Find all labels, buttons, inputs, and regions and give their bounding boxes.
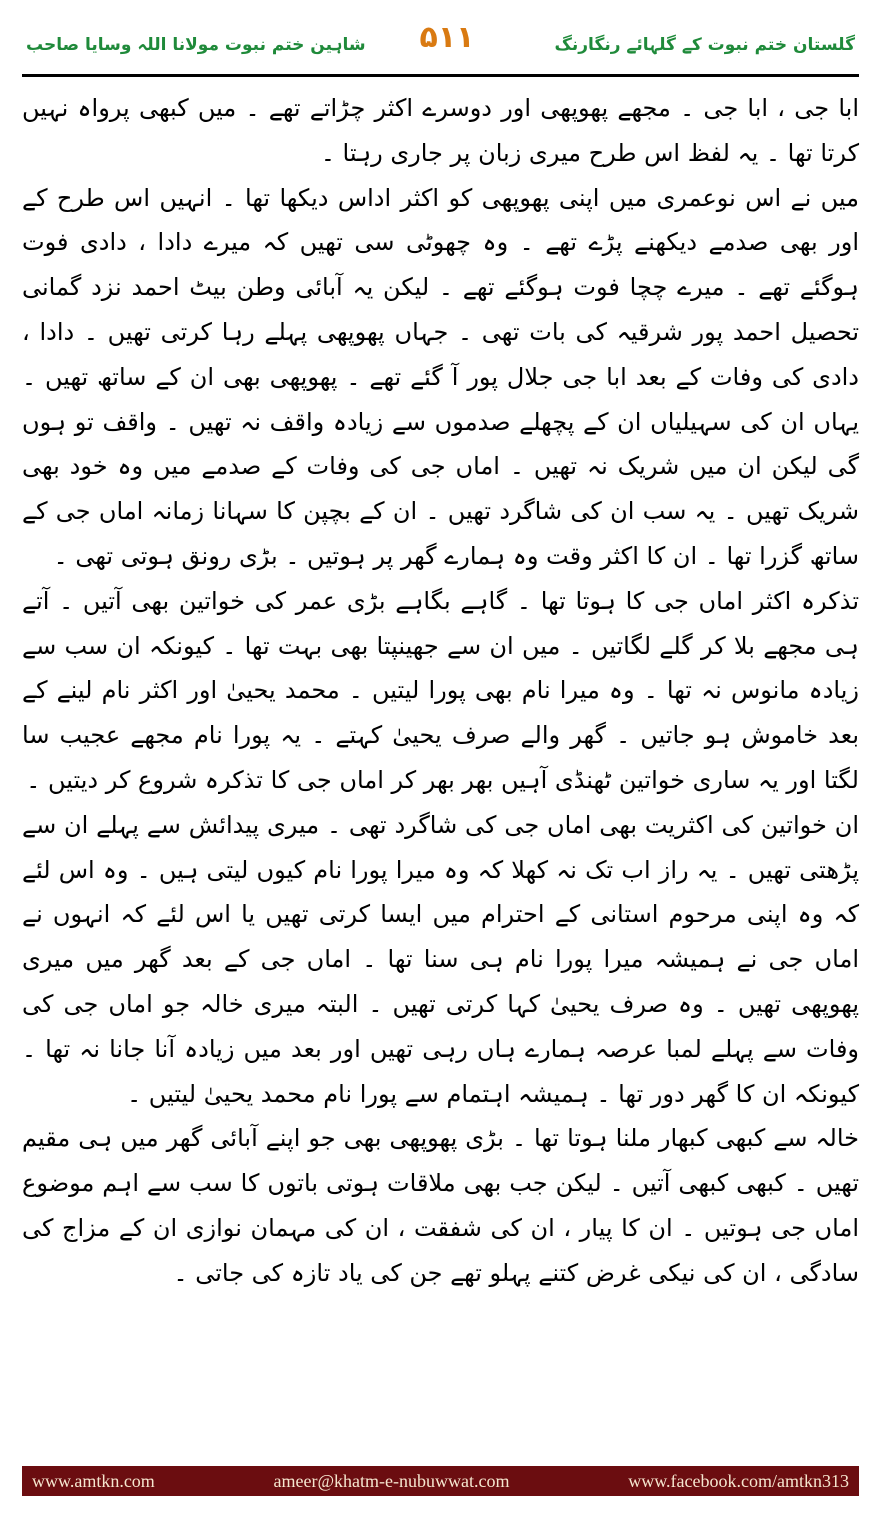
page-number: ۵۱۱ — [419, 20, 475, 55]
header-book-title: گلستان ختم نبوت کے گلہائے رنگارنگ — [554, 35, 855, 55]
page-header — [22, 18, 859, 70]
paragraph-5: خالہ سے کبھی کبھار ملنا ہوتا تھا ۔ بڑی پھوپھی بھی جو اپنے آبائی گھر میں ہی مقیم تھیں ۔ کبھی کبھی آتیں ۔ لیکن جب بھی ملاقات ہوتی باتوں کا سب سے اہم موضوع اماں جی ہوتیں ۔ ان کا پیار ، ان کی شفقت ، ان کی مہمان نوازی ان کے مزاج کی سادگی ، ان کی نیکی غرض کتنے پہلو تھے جن کی یاد تازہ کی جاتی ۔ — [22, 1124, 859, 1287]
paragraph-1: ابا جی ، ابا جی ۔ مجھے پھوپھی اور دوسرے اکثر چڑاتے تھے ۔ میں کبھی پرواہ نہیں کرتا تھا ۔ یہ لفظ اس طرح میری زبان پر جاری رہتا ۔ — [22, 94, 859, 167]
footer-website-link[interactable]: www.amtkn.com — [32, 1470, 155, 1491]
footer-bar — [22, 1466, 859, 1496]
paragraph-3: تذکرہ اکثر اماں جی کا ہوتا تھا ۔ گاہے بگاہے بڑی عمر کی خواتین بھی آتیں ۔ آتے ہی مجھے بلا کر گلے لگاتیں ۔ میں ان سے جھینپتا بھی بہت تھا ۔ کیونکہ ان سب سے زیادہ مانوس نہ تھا ۔ وہ میرا نام بھی پورا لیتیں ۔ محمد یحییٰ اور اکثر نام لینے کے بعد خاموش ہو جاتیں ۔ گھر والے صرف یحییٰ کہتے ۔ یہ پورا نام مجھے عجیب سا لگتا اور یہ ساری خواتین ٹھنڈی آہیں بھر بھر کر اماں جی کا تذکرہ شروع کر دیتیں ۔ — [22, 586, 859, 794]
footer-email-link[interactable]: ameer@khatm-e-nubuwwat.com — [273, 1470, 510, 1491]
footer-facebook-link[interactable]: www.facebook.com/amtkn313 — [628, 1470, 849, 1491]
header-author-title: شاہین ختم نبوت مولانا اللہ وسایا صاحب — [26, 35, 366, 55]
body-text — [22, 86, 859, 1451]
paragraph-4: ان خواتین کی اکثریت بھی اماں جی کی شاگرد تھی ۔ میری پیدائش سے پہلے ان سے پڑھتی تھیں ۔ یہ راز اب تک نہ کھلا کہ وہ میرا پورا نام کیوں لیتی ہیں ۔ وہ اس لئے کہ وہ اپنی مرحوم استانی کے احترام میں ایسا کرتی تھیں یا اس لئے کہ انہوں نے اماں جی نے ہمیشہ میرا پورا نام ہی سنا تھا ۔ اماں جی کے بعد گھر میں میری پھوپھی تھیں ۔ وہ صرف یحییٰ کہا کرتی تھیں ۔ البتہ میری خالہ جو اماں جی کی وفات سے پہلے لمبا عرصہ ہمارے ہاں رہی تھیں اور بعد میں زیادہ آنا جانا نہ تھا ۔ کیونکہ ان کا گھر دور تھا ۔ ہمیشہ اہتمام سے پورا نام محمد یحییٰ لیتیں ۔ — [22, 810, 859, 1108]
header-divider — [22, 74, 859, 77]
paragraph-2: میں نے اس نوعمری میں اپنی پھوپھی کو اکثر اداس دیکھا تھا ۔ انہیں اس طرح کے اور بھی صدمے دیکھنے پڑے تھے ۔ وہ چھوٹی سی تھیں کہ میرے دادا ، دادی فوت ہوگئے تھے ۔ میرے چچا فوت ہوگئے تھے ۔ لیکن یہ آبائی وطن بیٹ احمد نزد گمانی تحصیل احمد پور شرقیہ کی بات تھی ۔ جہاں پھوپھی پہلے رہا کرتی تھیں ۔ دادا ، دادی کی وفات کے بعد ابا جی جلال پور آ گئے تھے ۔ پھوپھی بھی ان کے ساتھ تھیں ۔ یہاں ان کی سہیلیاں ان کے پچھلے صدموں سے زیادہ واقف نہ تھیں ۔ واقف تو ہوں گی لیکن ان میں شریک نہ تھیں ۔ اماں جی کی وفات کے صدمے میں وہ خود بھی شریک تھیں ۔ یہ سب ان کی شاگرد تھیں ۔ ان کے بچپن کا سہانا زمانہ اماں جی کے ساتھ گزرا تھا ۔ ان کا اکثر وقت وہ ہمارے گھر پر ہوتیں ۔ بڑی رونق ہوتی تھی ۔ — [22, 183, 859, 570]
